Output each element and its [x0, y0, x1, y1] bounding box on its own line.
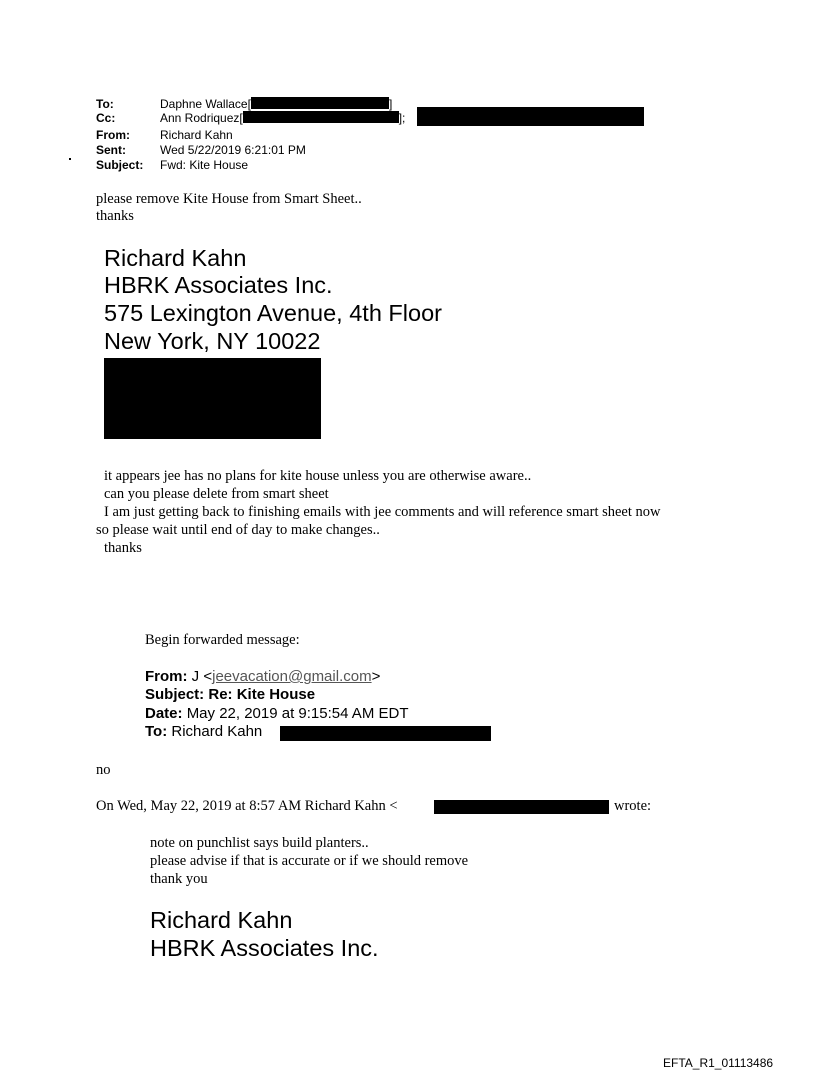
sent-value: Wed 5/22/2019 6:21:01 PM [160, 143, 306, 157]
redaction-box [251, 97, 389, 109]
message-line-1: it appears jee has no plans for kite house unless you are otherwise aware.. [104, 468, 532, 484]
message-line-3: I am just getting back to finishing emails with jee comments and will reference smart sheet now [104, 504, 661, 520]
intro-line-2: thanks [96, 208, 134, 224]
to-name: Daphne Wallace[ [160, 97, 251, 111]
forwarded-intro: Begin forwarded message: [145, 632, 300, 648]
signature-2-name: Richard Kahn [150, 907, 293, 933]
signature-2-company: HBRK Associates Inc. [150, 935, 379, 961]
forwarded-subject [145, 685, 315, 704]
sent-label: Sent: [96, 143, 126, 157]
redaction-box [417, 107, 644, 126]
forwarded-to-value: Richard Kahn [171, 723, 263, 740]
subject-value: Fwd: Kite House [160, 158, 249, 172]
quote-header-suffix: wrote: [614, 798, 652, 814]
forwarded-from [145, 667, 380, 686]
message-line-2: can you please delete from smart sheet [104, 486, 329, 502]
forwarded-date [145, 704, 408, 723]
sender-email-link[interactable]: jeevacation@gmail.com [212, 668, 372, 685]
cc-name: Ann Rodriquez[ [160, 111, 243, 125]
signature-address: 575 Lexington Avenue, 4th Floor [104, 300, 442, 326]
cc-close: ]; [398, 111, 406, 125]
forwarded-date-label: Date: [145, 705, 183, 722]
from-value: Richard Kahn [160, 128, 233, 142]
redaction-box [434, 800, 609, 814]
quoted-line-2: please advise if that is accurate or if we should remove [150, 853, 469, 869]
forwarded-to [145, 722, 262, 741]
forwarded-date-value: May 22, 2019 at 9:15:54 AM EDT [186, 705, 409, 722]
signature-city: New York, NY 10022 [104, 328, 321, 354]
redaction-box [280, 726, 491, 741]
document-id-footer: EFTA_R1_01113486 [663, 1056, 774, 1070]
quote-header-prefix: On Wed, May 22, 2019 at 8:57 AM Richard Kahn < [96, 798, 398, 814]
signature-name: Richard Kahn [104, 245, 247, 271]
cc-value [160, 111, 405, 125]
reply-text: no [96, 762, 111, 778]
quoted-line-1: note on punchlist says build planters.. [150, 835, 369, 851]
forwarded-subject-value: Re: Kite House [208, 686, 316, 703]
forwarded-subject-label: Subject: [145, 686, 205, 703]
to-value [160, 97, 392, 111]
forwarded-from-close: > [371, 668, 381, 685]
to-label: To: [96, 97, 114, 111]
intro-line-1: please remove Kite House from Smart Sheet.. [96, 191, 362, 207]
to-close: ] [388, 97, 393, 111]
redaction-box [243, 111, 399, 123]
forwarded-to-label: To: [145, 723, 168, 740]
forwarded-from-label: From: [145, 668, 188, 685]
redaction-box [104, 358, 321, 439]
subject-label: Subject: [96, 158, 144, 172]
forwarded-from-name: J < [191, 668, 213, 685]
cc-label: Cc: [96, 111, 116, 125]
signature-company: HBRK Associates Inc. [104, 272, 333, 298]
from-label: From: [96, 128, 130, 142]
stray-dot-mark [69, 158, 71, 160]
message-line-5: thanks [104, 540, 142, 556]
message-line-4: so please wait until end of day to make changes.. [96, 522, 380, 538]
quoted-line-3: thank you [150, 871, 208, 887]
